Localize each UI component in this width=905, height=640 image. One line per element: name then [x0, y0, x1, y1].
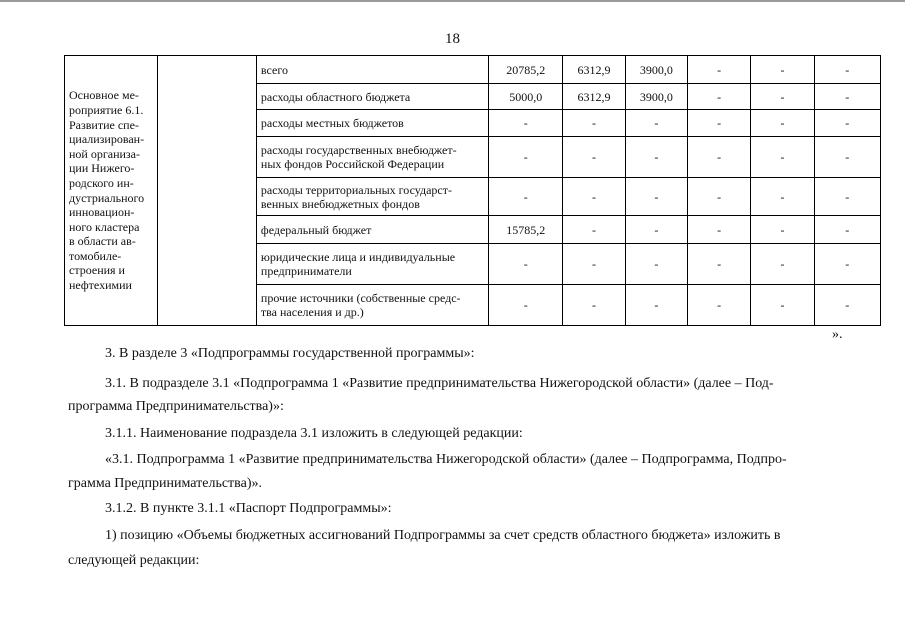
value-cell: -	[563, 244, 625, 285]
source-cell	[256, 285, 488, 326]
source-cell: федеральный бюджет	[256, 216, 488, 244]
paragraph: следующей редакции:	[68, 553, 200, 568]
value-cell: -	[688, 84, 751, 110]
value-cell: -	[751, 110, 814, 137]
value-cell: -	[625, 285, 687, 326]
source-text: прочие источники (собственные средс- тва населения и др.)	[260, 291, 461, 319]
source-text: расходы территориальных государст- венных внебюджетных фондов	[260, 182, 452, 211]
value-cell: -	[688, 178, 751, 216]
value-cell: -	[563, 137, 625, 178]
value-cell: 20785,2	[489, 56, 563, 84]
value-cell: -	[751, 216, 814, 244]
measure-label-cell	[65, 56, 158, 326]
table-row	[65, 56, 881, 84]
value-cell: -	[625, 137, 687, 178]
value-cell: -	[489, 178, 563, 216]
value-cell: -	[625, 110, 687, 137]
value-cell: -	[814, 178, 880, 216]
value-cell: -	[814, 110, 880, 137]
value-cell: -	[489, 285, 563, 326]
source-cell: расходы местных бюджетов	[256, 110, 488, 137]
value-cell: -	[751, 244, 814, 285]
paragraph: 3. В разделе 3 «Подпрограммы государственной программы»:	[105, 346, 475, 361]
scan-top-edge	[0, 0, 905, 2]
value-cell: -	[751, 84, 814, 110]
value-cell: -	[563, 216, 625, 244]
paragraph: грамма Предпринимательства)».	[68, 476, 262, 491]
value-cell: -	[688, 137, 751, 178]
paragraph: программа Предпринимательства)»:	[68, 399, 284, 414]
source-cell	[256, 137, 488, 178]
value-cell: -	[751, 178, 814, 216]
responsible-cell	[158, 56, 256, 326]
value-cell: -	[814, 56, 880, 84]
paragraph: «3.1. Подпрограмма 1 «Развитие предпринимательства Нижегородской области» (далее – Подпрограмма, Подпро-	[105, 452, 787, 467]
source-text: юридические лица и индивидуальные предприниматели	[260, 250, 456, 278]
value-cell: -	[563, 110, 625, 137]
source-cell: расходы областного бюджета	[256, 84, 488, 110]
value-cell: -	[814, 244, 880, 285]
paragraph: 3.1.2. В пункте 3.1.1 «Паспорт Подпрограммы»:	[105, 501, 392, 516]
value-cell: 15785,2	[489, 216, 563, 244]
source-text: расходы государственных внебюджет- ных фондов Российской Федерации	[260, 143, 457, 171]
measure-label: Основное ме- роприятие 6.1. Развитие спе- циализирован- ной организа- ции Нижего- родского ин- дустриального инновацион- ного кластера в области ав- томобиле- строения и нефтехимии	[69, 88, 145, 293]
value-cell: 6312,9	[563, 56, 625, 84]
value-cell: -	[563, 285, 625, 326]
value-cell: -	[625, 244, 687, 285]
value-cell: 3900,0	[625, 56, 687, 84]
value-cell: 5000,0	[489, 84, 563, 110]
value-cell: -	[688, 285, 751, 326]
closing-quote: ».	[832, 327, 843, 342]
value-cell: -	[814, 137, 880, 178]
source-cell: всего	[256, 56, 488, 84]
source-cell	[256, 244, 488, 285]
value-cell: -	[489, 137, 563, 178]
value-cell: -	[688, 244, 751, 285]
budget-table	[64, 55, 881, 326]
value-cell: 3900,0	[625, 84, 687, 110]
paragraph: 3.1.1. Наименование подраздела 3.1 изложить в следующей редакции:	[105, 426, 523, 441]
value-cell: -	[688, 56, 751, 84]
value-cell: -	[751, 137, 814, 178]
page-number: 18	[445, 31, 460, 47]
value-cell: -	[688, 110, 751, 137]
paragraph: 1) позицию «Объемы бюджетных ассигнований Подпрограммы за счет средств областного бюджета» изложить в	[105, 528, 781, 543]
value-cell: -	[489, 110, 563, 137]
value-cell: 6312,9	[563, 84, 625, 110]
value-cell: -	[751, 56, 814, 84]
value-cell: -	[563, 178, 625, 216]
value-cell: -	[625, 178, 687, 216]
paragraph: 3.1. В подразделе 3.1 «Подпрограмма 1 «Развитие предпринимательства Нижегородской области» (далее – Под-	[105, 376, 774, 391]
value-cell: -	[751, 285, 814, 326]
value-cell: -	[688, 216, 751, 244]
value-cell: -	[814, 285, 880, 326]
source-cell	[256, 178, 488, 216]
value-cell: -	[625, 216, 687, 244]
value-cell: -	[814, 84, 880, 110]
value-cell: -	[814, 216, 880, 244]
value-cell: -	[489, 244, 563, 285]
